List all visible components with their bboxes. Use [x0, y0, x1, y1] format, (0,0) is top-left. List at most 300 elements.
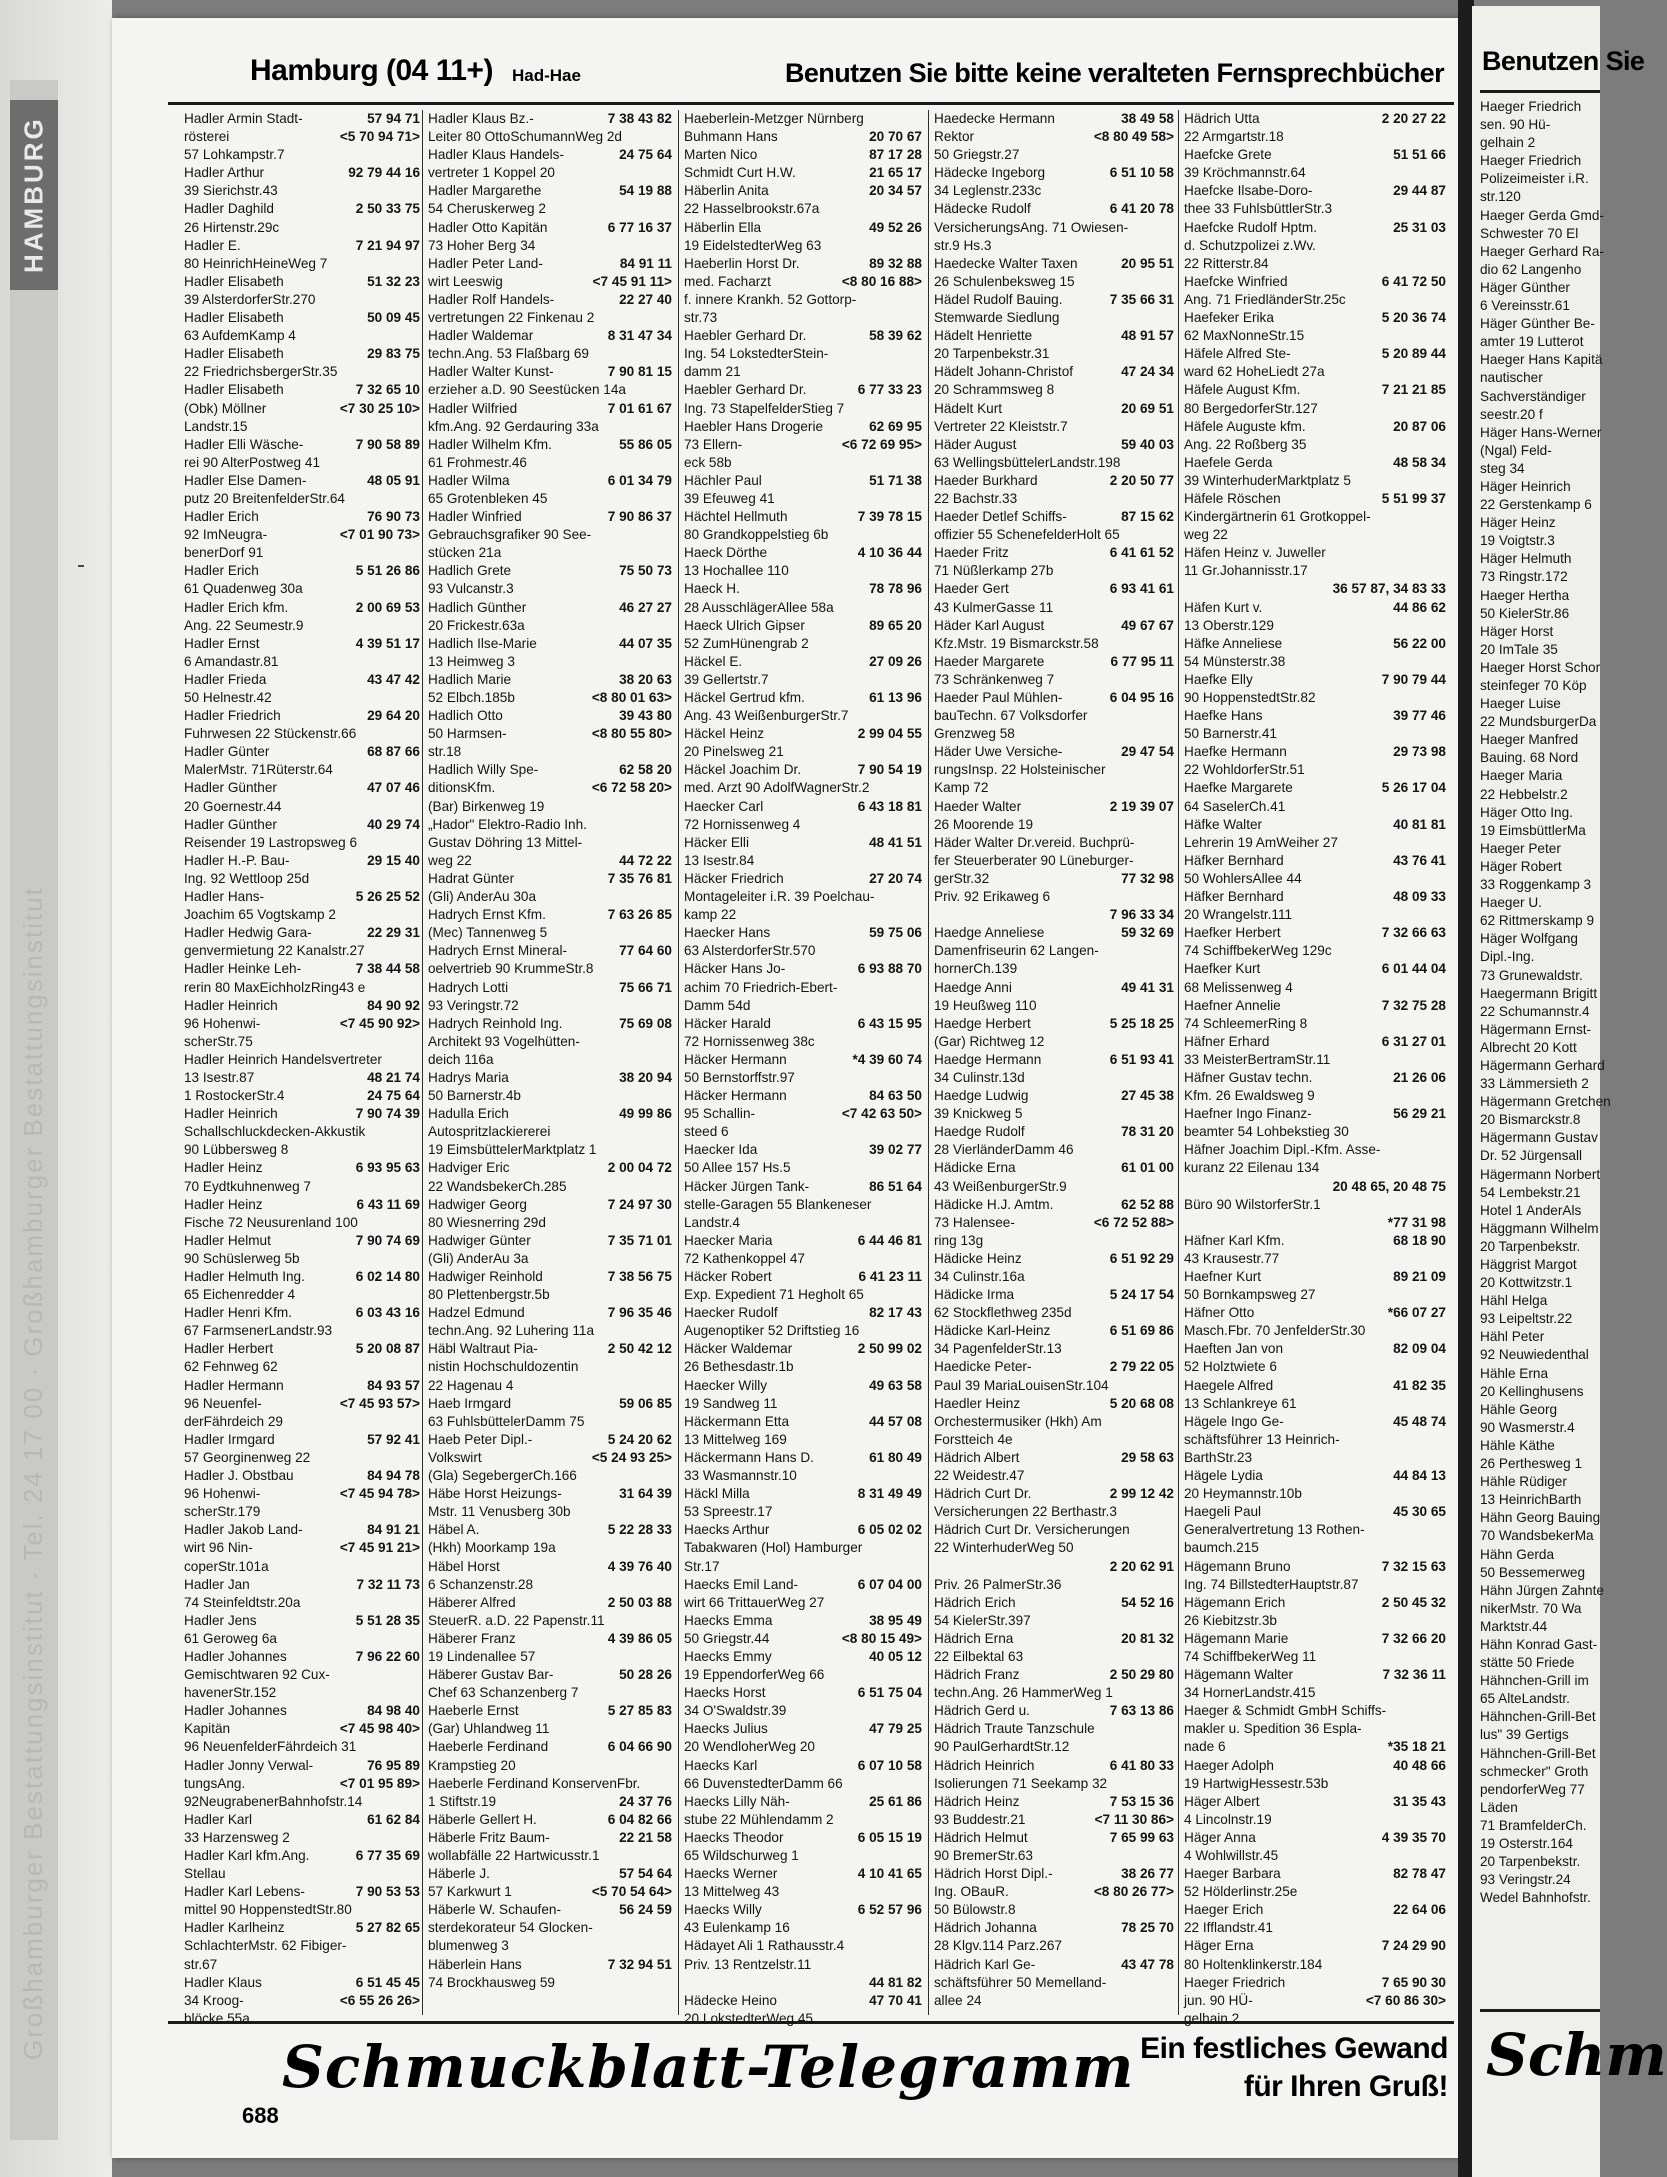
phone-number: 78 78 96 — [869, 581, 922, 597]
phone-number: 5 24 20 62 — [607, 1431, 672, 1447]
listing-line — [184, 128, 420, 146]
listing-text: Hadrat Günter — [428, 870, 515, 886]
listing-text: str.9 Hs.3 — [934, 237, 992, 253]
listing-text: 39 WinterhuderMarktplatz 5 — [1184, 472, 1351, 488]
listing-line — [1184, 1702, 1446, 1720]
listing-line — [934, 1883, 1174, 1901]
listing-text: Haeb Peter Dipl.- — [428, 1431, 533, 1447]
listing-text: Vertreter 22 Kleiststr.7 — [934, 418, 1068, 434]
listing-text: Haefeker Erika — [1184, 310, 1274, 326]
listing-line — [184, 237, 420, 255]
listing-text: Gustav Döhring 13 Mittel- — [428, 834, 583, 850]
listing-text: Haebler Hans Drogerie — [684, 418, 824, 434]
facing-page-line: 22 Schumannstr.4 — [1480, 1003, 1590, 1019]
listing-line — [934, 1666, 1174, 1684]
listing-text: Hadler Peter Land- — [428, 255, 543, 271]
phone-number: 82 17 43 — [869, 1305, 922, 1321]
listing-line — [428, 1829, 672, 1847]
phone-number: 68 18 90 — [1393, 1232, 1446, 1248]
listing-line — [934, 979, 1174, 997]
phone-number: 44 86 62 — [1393, 599, 1446, 615]
listing-line — [1184, 1467, 1446, 1485]
facing-page-line: pendorferWeg 77 — [1480, 1781, 1585, 1797]
listing-line — [684, 834, 922, 852]
listing-line — [428, 1178, 672, 1196]
listing-line — [428, 1123, 672, 1141]
listing-text: Architekt 93 Vogelhütten- — [428, 1033, 580, 1049]
facing-page-line: 20 Tarpenbekstr. — [1480, 1238, 1581, 1254]
listing-line — [1184, 291, 1446, 309]
phone-number: 7 38 44 58 — [355, 961, 420, 977]
listing-line — [684, 798, 922, 816]
listing-line — [428, 309, 672, 327]
listing-line — [428, 1196, 672, 1214]
listing-text: 22 Eilbektal 63 — [934, 1648, 1024, 1664]
listing-text: beamter 54 Lohbekstieg 30 — [1184, 1124, 1349, 1140]
listing-text: 50 Harmsen- — [428, 726, 507, 742]
listing-text: Damm 54d — [684, 997, 751, 1013]
listing-line — [934, 255, 1174, 273]
listing-line — [684, 599, 922, 617]
facing-page-line: Häggrist Margot — [1480, 1257, 1577, 1272]
listing-line — [1184, 363, 1446, 381]
listing-line — [184, 816, 420, 834]
listing-line — [184, 1539, 420, 1557]
phone-number: 7 38 43 82 — [607, 111, 672, 126]
phone-number: 82 09 04 — [1393, 1341, 1446, 1357]
listing-text: Hadler Rolf Handels- — [428, 291, 555, 307]
listing-line — [684, 182, 922, 200]
listing-line — [684, 309, 922, 327]
listing-line — [684, 1214, 922, 1232]
listing-text: 39 Kröchmannstr.64 — [1184, 165, 1306, 181]
listing-line — [934, 128, 1174, 146]
listing-text: Hadler Jan — [184, 1576, 250, 1592]
listing-text: Häfke Anneliese — [1184, 635, 1283, 651]
listing-text: Haedler Heinz — [934, 1395, 1021, 1411]
listing-line — [184, 1196, 420, 1214]
listing-line — [934, 1304, 1174, 1322]
facing-page-line: Haeger Gerhard Ra- — [1480, 243, 1604, 259]
listing-line — [428, 400, 672, 418]
facing-page-line: 50 KielerStr.86 — [1480, 605, 1570, 621]
listing-line — [428, 110, 672, 128]
listing-line — [428, 1431, 672, 1449]
listing-text: 22 Weidestr.47 — [934, 1468, 1025, 1484]
listing-line — [684, 979, 922, 997]
listing-text: Hadler J. Obstbau — [184, 1468, 294, 1484]
listing-line — [428, 1250, 672, 1268]
facing-page-line: Marktstr.44 — [1480, 1618, 1548, 1634]
phone-number: 21 65 17 — [869, 165, 922, 181]
listing-text: „Hador" Elektro-Radio Inh. — [428, 816, 587, 832]
listing-line — [184, 906, 420, 924]
listing-text: Haedicke Peter- — [934, 1359, 1032, 1375]
facing-page-line: Haeger Friedrich — [1480, 153, 1582, 169]
listing-text: Hadlich Grete — [428, 563, 512, 579]
listing-text: 6 Schanzenstr.28 — [428, 1576, 534, 1592]
listing-text: (Obk) Möllner — [184, 400, 267, 416]
phone-number: <8 80 49 58> — [1093, 129, 1174, 145]
listing-text: 80 Grandkoppelstieg 6b — [684, 527, 829, 543]
listing-text: Häfele Röschen — [1184, 490, 1281, 506]
facing-page-line: Haeger Hertha — [1480, 587, 1570, 603]
listing-line — [1184, 381, 1446, 399]
listing-line — [684, 562, 922, 580]
listing-line — [934, 852, 1174, 870]
facing-page-line: seestr.20 f — [1480, 406, 1543, 422]
phone-number: 36 57 87, 34 83 33 — [1332, 581, 1446, 597]
facing-page-line: 20 Kottwitzstr.1 — [1480, 1275, 1573, 1291]
listing-text: Kindergärtnerin 61 Grotkoppel- — [1184, 509, 1371, 525]
listing-line — [934, 1811, 1174, 1829]
facing-page-line: stätte 50 Friede — [1480, 1655, 1575, 1671]
listing-text: Haefke Hermann — [1184, 744, 1287, 760]
listing-line — [184, 852, 420, 870]
phone-number: 7 63 13 86 — [1109, 1703, 1174, 1719]
listing-text: 13 Isestr.87 — [184, 1069, 255, 1085]
phone-number: 7 24 97 30 — [607, 1196, 672, 1212]
phone-number: 6 07 04 00 — [857, 1576, 922, 1592]
listing-line — [428, 345, 672, 363]
listing-text: rerin 80 MaxEichholzRing43 e — [184, 979, 366, 995]
phone-number: 6 04 95 16 — [1109, 690, 1174, 705]
phone-number: 2 20 62 91 — [1109, 1558, 1174, 1574]
phone-number: 6 93 41 61 — [1109, 581, 1174, 597]
listing-text: deich 116a — [428, 1051, 494, 1067]
phone-number: 61 80 49 — [869, 1449, 922, 1465]
listing-line — [1184, 1793, 1446, 1811]
listing-text: 43 Eulenkamp 16 — [684, 1920, 790, 1936]
listing-text: Kamp 72 — [934, 780, 989, 796]
listing-line — [184, 1937, 420, 1955]
facing-page-line: Wedel Bahnhofstr. — [1480, 1890, 1591, 1906]
phone-number: 86 51 64 — [869, 1178, 922, 1194]
listing-line — [184, 653, 420, 671]
listing-line — [184, 1431, 420, 1449]
listing-line — [684, 1974, 922, 1992]
listing-text: Hadrych Ernst Kfm. — [428, 907, 546, 923]
facing-page-line: str.120 — [1480, 189, 1521, 205]
listing-text: med. Arzt 90 AdolfWagnerStr.2 — [684, 780, 870, 796]
listing-text: Joachim 65 Vogtskamp 2 — [184, 907, 336, 923]
listing-text: Haeger Friedrich — [1184, 1974, 1286, 1990]
listing-text: Häfen Kurt v. — [1184, 599, 1263, 615]
listing-line — [934, 146, 1174, 164]
listing-line — [684, 1757, 922, 1775]
listing-text: Tabakwaren (Hol) Hamburger — [684, 1540, 863, 1556]
listing-text: 26 Schulenbeksweg 15 — [934, 273, 1075, 289]
listing-line — [684, 617, 922, 635]
facing-page-line: Häger Otto Ing. — [1480, 804, 1573, 820]
listing-line — [934, 1775, 1174, 1793]
listing-line — [428, 1684, 672, 1702]
phone-number: 20 48 65, 20 48 75 — [1332, 1178, 1446, 1194]
phone-number: 6 31 27 01 — [1381, 1033, 1446, 1049]
listing-text: Hadler Wilfried — [428, 400, 518, 416]
listing-text: 26 Kiebitzstr.3b — [1184, 1612, 1277, 1628]
phone-number: 47 24 34 — [1121, 364, 1174, 380]
listing-line — [1184, 1992, 1446, 2010]
listing-text: Hadler E. — [184, 237, 241, 253]
phone-number: <7 45 91 11> — [592, 273, 672, 289]
listing-line — [428, 1503, 672, 1521]
facing-page-line: Häger Günther Be- — [1480, 316, 1595, 332]
listing-line — [684, 1449, 922, 1467]
listing-text: Häfele Alfred Ste- — [1184, 346, 1291, 362]
listing-line — [684, 1901, 922, 1919]
phone-number: 2 99 12 42 — [1109, 1486, 1174, 1502]
listing-text: Hadviger Eric — [428, 1160, 510, 1176]
facing-page-rule — [1480, 2009, 1600, 2012]
phone-number: 57 94 71 — [367, 111, 420, 126]
listing-line — [184, 291, 420, 309]
listing-line — [428, 1304, 672, 1322]
listing-text: genvermietung 22 Kanalstr.27 — [184, 943, 365, 959]
listing-line — [184, 924, 420, 942]
listing-text: Häfner Otto — [1184, 1305, 1255, 1321]
listing-text: 50 Griegstr.27 — [934, 147, 1020, 163]
listing-text: Hägemann Erich — [1184, 1594, 1286, 1610]
phone-number: 6 51 10 58 — [1109, 165, 1174, 181]
listing-text: 73 Hoher Berg 34 — [428, 237, 536, 253]
listing-text: Haefner Ingo Finanz- — [1184, 1106, 1312, 1122]
listing-line — [428, 255, 672, 273]
listing-text: vertretungen 22 Finkenau 2 — [428, 310, 595, 326]
listing-text: nistin Hochschuldozentin — [428, 1359, 579, 1375]
listing-text: Hadler Karlheinz — [184, 1920, 285, 1936]
listing-line — [428, 1232, 672, 1250]
listing-line — [684, 1594, 922, 1612]
listing-line — [934, 508, 1174, 526]
listing-line — [934, 1286, 1174, 1304]
listing-text: (Gli) AnderAu 30a — [428, 889, 537, 905]
listing-line — [184, 707, 420, 725]
listing-line — [934, 1377, 1174, 1395]
listing-text: gelhain 2 — [1184, 2010, 1240, 2026]
listing-text: Stellau — [184, 1866, 226, 1882]
listing-text: 39 Efeuweg 41 — [684, 490, 775, 506]
phone-number: 43 76 41 — [1393, 852, 1446, 868]
listing-line — [684, 490, 922, 508]
listing-line — [934, 1250, 1174, 1268]
phone-number: 61 13 96 — [869, 690, 922, 705]
phone-number: 6 51 75 04 — [857, 1685, 922, 1701]
listing-line — [428, 653, 672, 671]
listing-text: 74 Brockhausweg 59 — [428, 1974, 555, 1990]
listing-line — [1184, 761, 1446, 779]
listing-text: Priv. 26 PalmerStr.36 — [934, 1576, 1062, 1592]
listing-line — [934, 635, 1174, 653]
listing-line — [1184, 599, 1446, 617]
listing-text: Hadwiger Reinhold — [428, 1269, 543, 1284]
listing-line — [184, 1286, 420, 1304]
listing-line — [934, 653, 1174, 671]
facing-page-line: 33 Lämmersieth 2 — [1480, 1076, 1589, 1092]
listing-line — [684, 273, 922, 291]
phone-number: 6 52 57 96 — [857, 1902, 922, 1918]
listing-line — [428, 979, 672, 997]
facing-page-line: Häger Horst — [1480, 623, 1554, 639]
listing-text: Hädrich Heinz — [934, 1793, 1020, 1809]
listing-line — [1184, 1775, 1446, 1793]
listing-text: 20 Tarpenbekstr.31 — [934, 346, 1050, 362]
phone-number: 7 38 56 75 — [607, 1269, 672, 1284]
phone-number: 22 29 31 — [367, 925, 420, 941]
phone-number: 5 51 26 86 — [355, 563, 420, 579]
phone-number: 25 61 86 — [869, 1793, 922, 1809]
listing-line — [428, 779, 672, 797]
listing-line — [1184, 345, 1446, 363]
listing-line — [684, 526, 922, 544]
listing-text: Haefcke Ilsabe-Doro- — [1184, 183, 1313, 199]
listing-text: Hadwiger Georg — [428, 1196, 527, 1212]
listing-line — [1184, 1232, 1446, 1250]
listing-text: Rektor — [934, 129, 975, 145]
facing-page-line: Sachverständiger — [1480, 388, 1586, 404]
listing-line — [684, 1847, 922, 1865]
phone-number: 38 95 49 — [869, 1612, 922, 1628]
listing-text: Hädelt Henriette — [934, 328, 1033, 344]
listing-line — [684, 906, 922, 924]
listing-text: Häder Uwe Versiche- — [934, 744, 1063, 760]
listing-line — [934, 1865, 1174, 1883]
listing-line — [684, 291, 922, 309]
listing-text: 52 Hölderlinstr.25e — [1184, 1884, 1298, 1900]
listing-line — [684, 1069, 922, 1087]
listing-text: Hadler Karl kfm.Ang. — [184, 1848, 310, 1863]
listing-text: Haeberlin Horst Dr. — [684, 255, 800, 271]
listing-text: Häberlin Ella — [684, 219, 762, 235]
listing-line — [1184, 128, 1446, 146]
facing-page-line: Haeger Manfred — [1480, 732, 1579, 748]
phone-number: 84 90 92 — [367, 997, 420, 1013]
listing-line — [1184, 200, 1446, 218]
listing-text: Schmidt Curt H.W. — [684, 165, 796, 181]
listing-text: Haebler Gerhard Dr. — [684, 328, 807, 344]
listing-text: Hädecke Ingeborg — [934, 165, 1046, 181]
phone-number: 2 50 99 02 — [857, 1341, 922, 1357]
listing-line — [184, 1594, 420, 1612]
phone-number: 7 90 79 44 — [1381, 671, 1446, 687]
phone-number: 75 69 08 — [619, 1015, 672, 1031]
listing-text: Hadler Günther — [184, 780, 277, 796]
phone-number: 5 25 18 25 — [1109, 1015, 1174, 1031]
listing-text: 4 Lincolnstr.19 — [1184, 1811, 1272, 1827]
listing-line — [428, 200, 672, 218]
phone-number: 25 31 03 — [1393, 219, 1446, 235]
listing-text: Hadrych Ernst Mineral- — [428, 943, 567, 959]
phone-number: 7 90 58 89 — [355, 436, 420, 452]
phone-number: 76 90 73 — [367, 509, 420, 525]
listing-line — [684, 1105, 922, 1123]
phone-number: 6 51 45 45 — [355, 1974, 420, 1990]
listing-line — [428, 1883, 672, 1901]
phone-number: <6 72 69 95> — [841, 436, 922, 452]
phone-number: 7 32 66 20 — [1381, 1630, 1446, 1646]
listing-line — [684, 1937, 922, 1955]
listing-line — [684, 924, 922, 942]
listing-text: coperStr.101a — [184, 1558, 269, 1574]
listing-line — [1184, 1105, 1446, 1123]
listing-text: Ang. 43 WeißenburgerStr.7 — [684, 708, 849, 724]
phone-number: 22 64 06 — [1393, 1902, 1446, 1918]
listing-text: havenerStr.152 — [184, 1685, 277, 1701]
listing-text: Ing. 73 StapelfelderStieg 7 — [684, 400, 845, 416]
listing-text: Hadler Günther — [184, 816, 277, 832]
phone-number: *66 07 27 — [1387, 1305, 1446, 1321]
listing-text: 93 Vulcanstr.3 — [428, 581, 514, 597]
phone-number: 7 39 78 15 — [857, 509, 922, 525]
listing-line — [934, 1847, 1174, 1865]
listing-text: 20 Schrammsweg 8 — [934, 382, 1055, 398]
listing-line — [1184, 1340, 1446, 1358]
phone-number: 58 39 62 — [869, 328, 922, 344]
listing-line — [1184, 436, 1446, 454]
listing-line — [684, 580, 922, 598]
listing-line — [934, 1467, 1174, 1485]
listing-text: Häfker Bernhard — [1184, 852, 1284, 868]
advertisement-script: Schmuckblatt-Telegramm — [282, 2033, 1135, 2101]
listing-text: Hadler Otto Kapitän — [428, 219, 548, 235]
listing-line — [184, 1757, 420, 1775]
phone-number: 57 92 41 — [367, 1431, 420, 1447]
listing-text: techn.Ang. 92 Luhering 11a — [428, 1323, 595, 1339]
listing-text: 22 Hagenau 4 — [428, 1377, 514, 1393]
listing-line — [428, 1286, 672, 1304]
listing-text: Hadler Irmgard — [184, 1431, 275, 1447]
listing-line — [684, 146, 922, 164]
listing-line — [428, 816, 672, 834]
listing-text: Fische 72 Neusurenland 100 — [184, 1214, 358, 1230]
listing-text: Haedecke Hermann — [934, 111, 1055, 126]
listing-line — [1184, 544, 1446, 562]
listing-line — [934, 1178, 1174, 1196]
facing-page-line: 90 Wasmerstr.4 — [1480, 1419, 1575, 1435]
listing-text: steed 6 — [684, 1124, 729, 1140]
listing-text: Ing. OBauR. — [934, 1884, 1009, 1900]
phone-number: 40 81 81 — [1393, 816, 1446, 832]
facing-page-line: Haegermann Brigitt — [1480, 985, 1598, 1001]
facing-page-line: schmecker" Groth — [1480, 1763, 1589, 1779]
phone-number: 49 41 31 — [1121, 979, 1174, 995]
listing-text: 57 Lohkampstr.7 — [184, 147, 285, 163]
listing-text: MalerMstr. 71Rüterstr.64 — [184, 762, 333, 778]
listing-line — [934, 1431, 1174, 1449]
listing-line — [1184, 1757, 1446, 1775]
phone-number: 29 64 20 — [367, 708, 420, 724]
phone-number: 4 39 76 40 — [607, 1558, 672, 1574]
listing-text: 19 HartwigHessestr.53b — [1184, 1775, 1329, 1791]
listing-text: Str.17 — [684, 1558, 720, 1574]
listing-line — [934, 1033, 1174, 1051]
facing-page-line: lus" 39 Gertigs — [1480, 1727, 1569, 1743]
listing-text: 62 Fehnweg 62 — [184, 1359, 278, 1375]
phone-number: 51 51 66 — [1393, 147, 1446, 163]
listing-line — [1184, 1123, 1446, 1141]
listing-text: Haecker Willy — [684, 1377, 768, 1393]
listing-text: Häcker Elli — [684, 834, 749, 850]
listing-text: Hädrich Curt Dr. Versicherungen — [934, 1522, 1130, 1538]
listing-text: Hadler Henri Kfm. — [184, 1305, 293, 1321]
phone-number: 7 32 66 63 — [1381, 925, 1446, 941]
listing-line — [428, 381, 672, 399]
listing-line — [934, 182, 1174, 200]
listing-line — [184, 942, 420, 960]
listing-text: 34 Culinstr.13d — [934, 1069, 1025, 1085]
listing-text: baumch.215 — [1184, 1540, 1259, 1556]
listing-line — [1184, 779, 1446, 797]
